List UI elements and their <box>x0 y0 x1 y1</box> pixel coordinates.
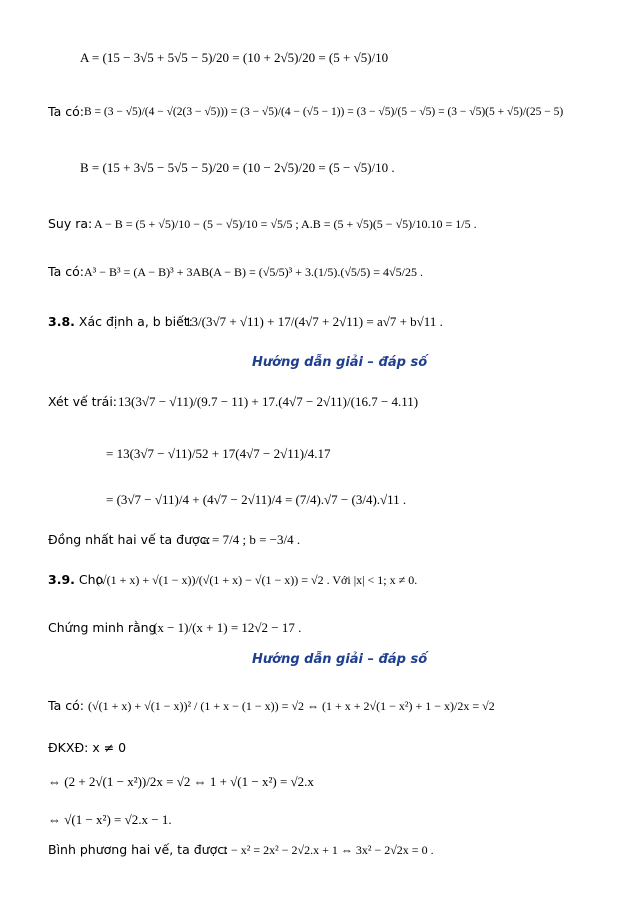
label-chung-minh: Chứng minh rằng <box>48 620 157 635</box>
solution-heading-1: Hướng dẫn giải – đáp số <box>252 355 428 370</box>
label-binh-phuong: Bình phương hai vế, ta được: <box>48 842 229 857</box>
equation-left-side-3: = (3√7 − √11)/4 + (4√7 − 2√11)/4 = (7/4).√7 − (3/4).√11 . <box>106 492 407 507</box>
problem-number: 3.9. <box>48 572 75 587</box>
label-xet-ve-trai: Xét vế trái: <box>48 394 118 409</box>
equation-squared-both-sides: 1 − x² = 2x² − 2√2.x + 1 ⇔ 3x² − 2√2x = 0 . <box>222 843 434 857</box>
label-dong-nhat: Đồng nhất hai vế ta được: <box>48 532 211 547</box>
equation-left-side-2: = 13(3√7 − √11)/52 + 17(4√7 − 2√11)/4.17 <box>106 446 331 461</box>
problem-text: Xác định a, b biết: <box>78 314 193 329</box>
domain-condition: ĐKXĐ: x ≠ 0 <box>48 740 127 755</box>
equation-squared-ratio: (√(1 + x) + √(1 − x))² / (1 + x − (1 − x)) = √2 ⇔ (1 + x + 2√(1 − x²) + 1 − x)/2x = √2 <box>88 699 495 713</box>
equation-b-value: B = (15 + 3√5 − 5√5 − 5)/20 = (10 − 2√5)/20 = (5 − √5)/10 . <box>80 160 395 175</box>
equation-b-definition: B = (3 − √5)/(4 − √(2(3 − √5))) = (3 − √5)/(4 − (√5 − 1)) = (3 − √5)/(5 − √5) = (3 − √5)(5 + √5)/(25 − 5) <box>84 106 564 118</box>
problem-3-8-equation: 13/(3√7 + √11) + 17/(4√7 + 2√11) = a√7 + b√11 . <box>185 314 443 329</box>
problem-3-8 <box>48 314 193 330</box>
label-ta-co-1: Ta có: <box>48 104 84 119</box>
equation-equivalence-1: ⇔ (2 + 2√(1 − x²))/2x = √2 ⇔ 1 + √(1 − x²) = √2.x <box>48 774 314 789</box>
solution-heading-2: Hướng dẫn giải – đáp số <box>252 652 428 667</box>
problem-text: Cho <box>78 572 104 587</box>
equation-a-value: A = (15 − 3√5 + 5√5 − 5)/20 = (10 + 2√5)/20 = (5 + √5)/10 <box>80 50 389 65</box>
equation-ab-result: a = 7/4 ; b = −3/4 . <box>203 532 301 547</box>
label-ta-co-3: Ta có: <box>48 698 84 713</box>
problem-3-9-equation: (√(1 + x) + √(1 − x))/(√(1 + x) − √(1 − x)) = √2 . Với |x| < 1; x ≠ 0. <box>96 573 418 587</box>
equation-equivalence-2: ⇔ √(1 − x²) = √2.x − 1. <box>48 812 172 827</box>
equation-left-side-1: 13(3√7 − √11)/(9.7 − 11) + 17.(4√7 − 2√11)/(16.7 − 4.11) <box>118 394 419 409</box>
label-ta-co-2: Ta có: <box>48 264 84 279</box>
equation-cube-difference: A³ − B³ = (A − B)³ + 3AB(A − B) = (√5/5)³ + 3.(1/5).(√5/5) = 4√5/25 . <box>84 265 423 279</box>
equation-difference-product: A − B = (5 + √5)/10 − (5 − √5)/10 = √5/5 ; A.B = (5 + √5)(5 − √5)/10.10 = 1/5 . <box>94 217 477 231</box>
problem-number: 3.8. <box>48 314 75 329</box>
label-suy-ra: Suy ra: <box>48 216 93 231</box>
problem-3-9 <box>48 572 103 588</box>
equation-to-prove: (x − 1)/(x + 1) = 12√2 − 17 . <box>153 620 302 635</box>
